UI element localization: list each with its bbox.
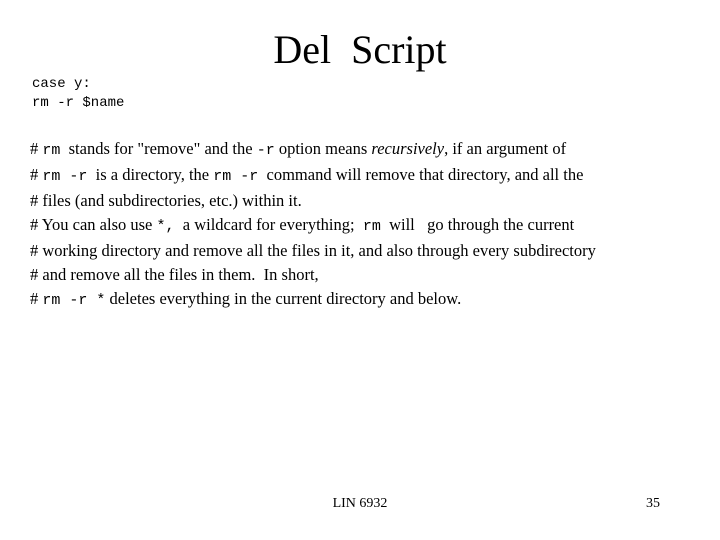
- comment-text: # and remove all the files in them. In short,: [30, 265, 319, 284]
- comment-text: will go through the current: [380, 215, 575, 234]
- comment-line: [30, 263, 690, 287]
- code-token: rm -r: [42, 168, 88, 185]
- emphasis-text: recursively: [371, 139, 445, 158]
- comment-text: # files (and subdirectories, etc.) within it.: [30, 191, 302, 210]
- code-token: rm -r *: [42, 292, 106, 309]
- code-block: [32, 75, 124, 113]
- code-line: rm -r $name: [32, 95, 125, 111]
- comment-text: is a directory, the: [87, 165, 214, 184]
- comment-text: stands for "remove" and the: [60, 139, 257, 158]
- page-number: 35: [646, 496, 660, 511]
- explanation-text: [30, 137, 690, 313]
- comment-line: [30, 213, 690, 239]
- comment-line: [30, 189, 690, 213]
- comment-text: #: [30, 289, 43, 308]
- comment-text: # working directory and remove all the files in it, and also through every subdirectory: [30, 241, 596, 260]
- comment-text: #: [30, 139, 43, 158]
- comment-text: a wildcard for everything;: [174, 215, 363, 234]
- comment-text: deletes everything in the current directory and below.: [105, 289, 462, 308]
- code-line: case y:: [32, 76, 91, 92]
- comment-line: [30, 287, 690, 313]
- comment-text: #: [30, 165, 43, 184]
- code-token: rm: [42, 142, 61, 159]
- comment-line: [30, 137, 690, 163]
- code-token: *,: [156, 218, 175, 235]
- comment-text: # You can also use: [30, 215, 157, 234]
- comment-text: option means: [274, 139, 372, 158]
- code-token: rm: [362, 218, 381, 235]
- comment-line: [30, 239, 690, 263]
- code-token: rm -r: [213, 168, 259, 185]
- footer-course-label: LIN 6932: [332, 496, 388, 511]
- slide-title: Del Script: [273, 27, 447, 72]
- comment-text: command will remove that directory, and all the: [258, 165, 584, 184]
- comment-text: , if an argument of: [444, 139, 567, 158]
- code-token: -r: [256, 142, 275, 159]
- comment-line: [30, 163, 690, 189]
